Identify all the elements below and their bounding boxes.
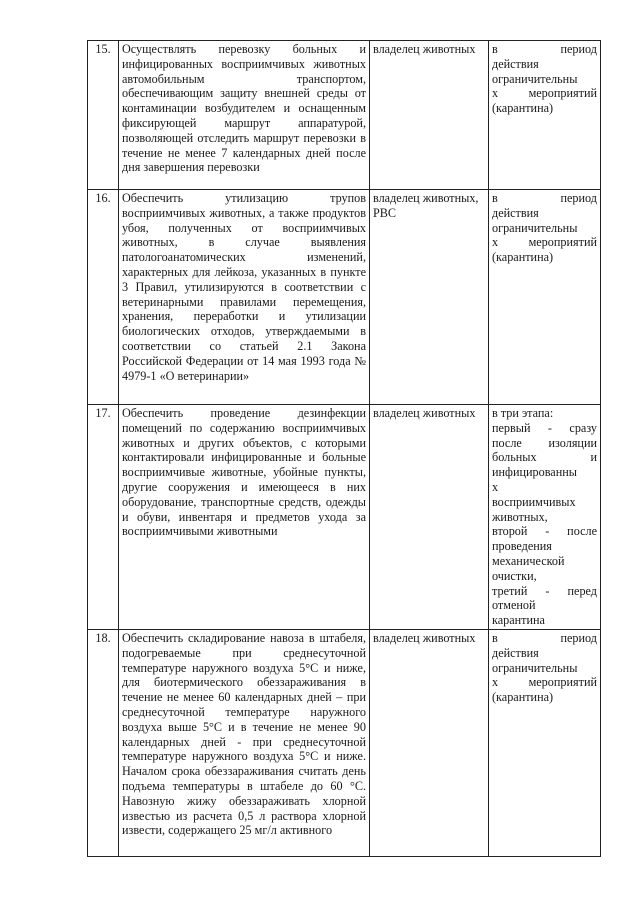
row-number: 15. xyxy=(88,41,119,190)
term-line: в три этапа: xyxy=(492,406,554,420)
term-line: действия xyxy=(492,645,539,660)
responsible-party: владелец животных xyxy=(370,41,489,190)
term-line: действия xyxy=(492,56,539,71)
row-number: 17. xyxy=(88,405,119,630)
row-number: 16. xyxy=(88,190,119,405)
term-line: механической xyxy=(492,553,565,568)
term-line: х мероприятий xyxy=(492,86,597,101)
term-line: восприимчивых xyxy=(492,494,576,509)
term-line: (карантина) xyxy=(492,101,554,116)
term-line: ограничительны xyxy=(492,220,578,235)
term-line: в период xyxy=(492,42,597,56)
term-line: после изоляции xyxy=(492,435,597,450)
row-number: 18. xyxy=(88,629,119,856)
term-line: в период xyxy=(492,191,597,205)
term-line: животных, xyxy=(492,509,548,524)
term-line: первый - сразу xyxy=(492,420,597,435)
term-line: очистки, xyxy=(492,568,537,583)
term-cell xyxy=(489,629,601,856)
term-line: х мероприятий xyxy=(492,235,597,250)
measure-text: Обеспечить утилизацию трупов восприимчивых животных, а также продуктов убоя, полученных от восприимчивых животных, в случае выявления патологоанатомических изменений, характерных для лейкоза, указанных в пункте 3 Правил, утилизируются в соответствии с ветеринарными правилами перемещения, хранения, переработки и утилизации биологических отходов, утверждаемыми в соответствии со статьей 2.1 Закона Российской Федерации от 14 мая 1993 года № 4979-1 «О ветеринарии» xyxy=(119,190,370,405)
term-cell xyxy=(489,41,601,190)
responsible-party: владелец животных xyxy=(370,405,489,630)
measure-text: Обеспечить складирование навоза в штабеля, подогреваемые при среднесуточной температуре наружного воздуха 5°С и ниже, для биотермического обеззараживания в течение не менее 60 календарных дней – при среднесуточной температуре наружного воздуха выше 5°С и в течение не менее 90 календарных дней - при среднесуточной температуре наружного воздуха 5°С и ниже. Началом срока обеззараживания считать день подъема температуры в штабеле до 60 °С. Навозную жижу обеззараживать хлорной известью из расчета 0,5 л раствора хлорной извести, содержащего 25 мг/л активного xyxy=(119,629,370,856)
responsible-party: владелец животных xyxy=(370,629,489,856)
term-line: проведения xyxy=(492,539,552,554)
term-line: второй - после xyxy=(492,524,597,539)
term-cell xyxy=(489,405,601,630)
term-line: х xyxy=(492,479,499,494)
term-line: отменой xyxy=(492,598,536,613)
term-line: в период xyxy=(492,630,597,645)
measures-table xyxy=(87,40,601,857)
term-line: х мероприятий xyxy=(492,675,597,690)
term-line: (карантина) xyxy=(492,690,554,705)
table-row xyxy=(88,190,601,405)
table-row xyxy=(88,41,601,190)
term-line: ограничительны xyxy=(492,71,578,86)
term-line: больных и xyxy=(492,450,597,465)
table-row xyxy=(88,629,601,856)
responsible-party: владелец животных, РВС xyxy=(370,190,489,405)
term-line: инфицированны xyxy=(492,465,577,480)
measure-text: Осуществлять перевозку больных и инфицированных восприимчивых животных автомобильным транспортом, обеспечивающим защиту внешней среды от контаминации возбудителем и оснащенным фиксирующей маршрут аппаратурой, позволяющей отследить маршрут перевозки в течение не менее 7 календарных дней после дня завершения перевозки xyxy=(119,41,370,190)
term-line: третий - перед xyxy=(492,583,597,598)
term-line: действия xyxy=(492,205,539,220)
term-line: (карантина) xyxy=(492,250,554,265)
term-line: ограничительны xyxy=(492,660,578,675)
term-line: карантина xyxy=(492,613,545,628)
table-row xyxy=(88,405,601,630)
term-cell xyxy=(489,190,601,405)
measure-text: Обеспечить проведение дезинфекции помещений по содержанию восприимчивых животных и других объектов, с которыми контактировали инфицированные и больные восприимчивые животные, убойные пункты, другие сооружения и имеющееся в них оборудование, транспортные средств, одежды и обуви, инвентаря и предметов ухода за восприимчивыми животными xyxy=(119,405,370,630)
